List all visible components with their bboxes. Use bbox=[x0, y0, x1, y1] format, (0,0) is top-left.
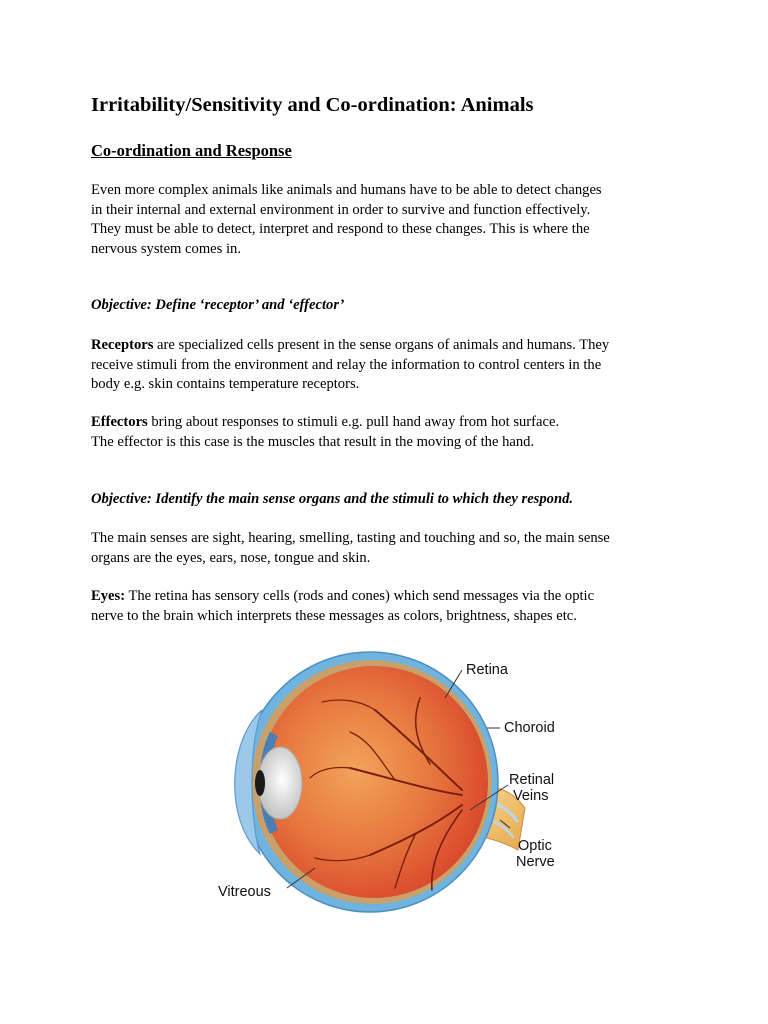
effectors-term: Effectors bbox=[91, 414, 148, 430]
senses-line: organs are the eyes, ears, nose, tongue and skin. bbox=[91, 549, 371, 566]
receptors-line bbox=[91, 336, 681, 356]
effectors-line bbox=[91, 413, 681, 433]
section-heading: Co-ordination and Response bbox=[91, 141, 292, 160]
effectors-text: bring about responses to stimuli e.g. pull hand away from hot surface. bbox=[147, 414, 560, 430]
intro-line: in their internal and external environment in order to survive and function effectively. bbox=[91, 201, 591, 218]
eyes-text: The retina has sensory cells (rods and cones) which send messages via the optic bbox=[125, 588, 595, 604]
eyes-line bbox=[91, 587, 681, 607]
receptors-paragraph bbox=[91, 336, 681, 395]
receptors-text: are specialized cells present in the sense organs of animals and humans. They bbox=[153, 337, 610, 353]
receptors-term: Receptors bbox=[91, 337, 154, 353]
label-choroid: Choroid bbox=[504, 720, 555, 736]
eyes-term: Eyes: bbox=[91, 588, 126, 604]
senses-line: The main senses are sight, hearing, smelling, tasting and touching and so, the main sense bbox=[91, 530, 610, 546]
label-vitreous: Vitreous bbox=[218, 884, 271, 900]
eyes-paragraph bbox=[91, 587, 681, 626]
label-optic-nerve-line-2: Nerve bbox=[516, 854, 555, 870]
senses-paragraph bbox=[91, 529, 681, 568]
objective-sense-organs: Objective: Identify the main sense organs and the stimuli to which they respond. bbox=[91, 491, 574, 507]
eyes-line: nerve to the brain which interprets these messages as colors, brightness, shapes etc. bbox=[91, 607, 577, 624]
receptors-line: body e.g. skin contains temperature receptors. bbox=[91, 376, 360, 392]
label-retina: Retina bbox=[466, 662, 508, 678]
label-retinal-veins-line-2: Veins bbox=[513, 788, 549, 804]
effectors-line: The effector is this case is the muscles that result in the moving of the hand. bbox=[91, 433, 535, 450]
intro-line: nervous system comes in. bbox=[91, 240, 241, 257]
objective-receptor-effector: Objective: Define ‘receptor’ and ‘effector’ bbox=[91, 297, 345, 313]
eye-anatomy-illustration bbox=[200, 640, 580, 930]
eye-diagram bbox=[200, 640, 580, 930]
receptors-line: receive stimuli from the environment and relay the information to control centers in the bbox=[91, 356, 602, 373]
page-title: Irritability/Sensitivity and Co-ordination: Animals bbox=[91, 94, 534, 116]
pupil-shape bbox=[255, 770, 265, 796]
intro-paragraph bbox=[91, 181, 681, 259]
intro-line: Even more complex animals like animals and humans have to be able to detect changes bbox=[91, 182, 602, 198]
intro-line: They must be able to detect, interpret and respond to these changes. This is where the bbox=[91, 221, 590, 237]
label-retinal-veins-line-1: Retinal bbox=[509, 772, 555, 788]
label-optic-nerve-line-1: Optic bbox=[518, 838, 552, 854]
effectors-paragraph bbox=[91, 413, 681, 452]
